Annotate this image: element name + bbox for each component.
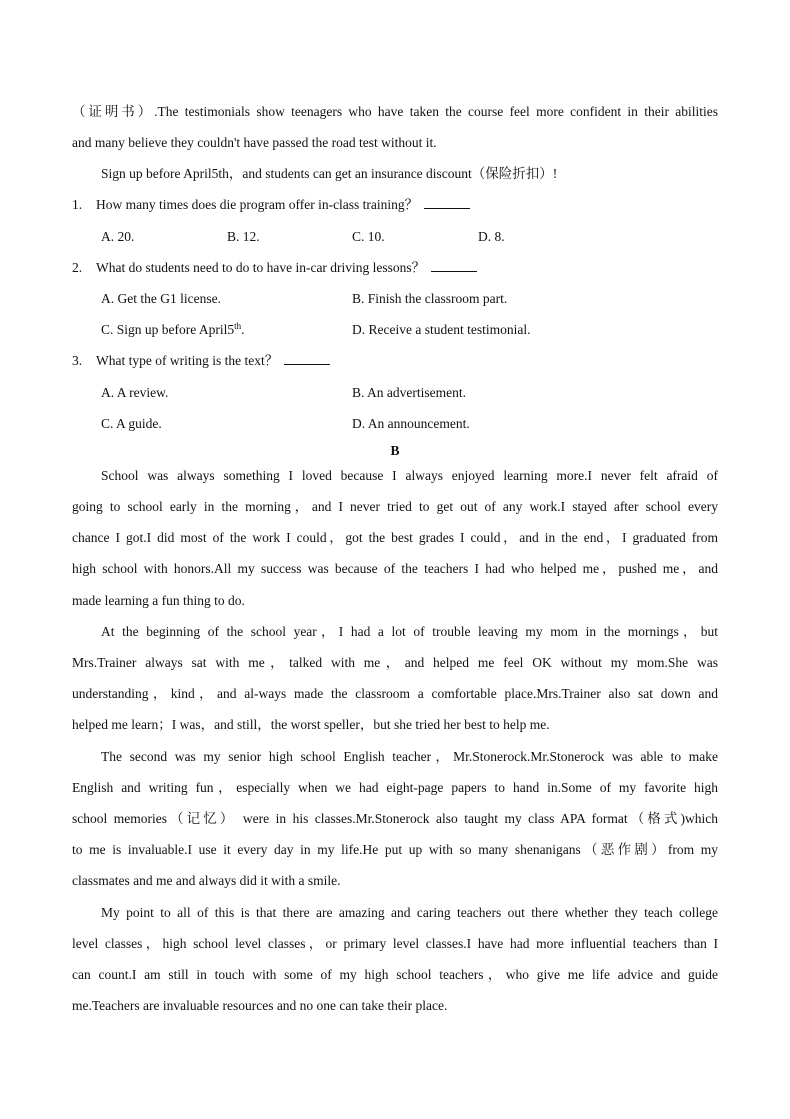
question-text (96, 259, 477, 277)
option-a[interactable]: A. Get the G1 license. (101, 291, 221, 306)
question-number: 2. (72, 260, 83, 275)
option-d[interactable]: D. Receive a student testimonial. (352, 322, 531, 337)
section-b-heading: B (390, 443, 400, 458)
paragraph-line: me.Teachers are invaluable resources and no one can take their place. (72, 998, 448, 1013)
option-c[interactable]: C. A guide. (101, 416, 162, 431)
paragraph-line: high school with honors.All my success was because of the teachers I had who helped me，pushed me，and (72, 561, 718, 576)
question-number: 1. (72, 197, 83, 212)
paragraph-line: My point to all of this is that there are amazing and caring teachers out there whether they teach college (101, 905, 718, 920)
option-c[interactable] (101, 321, 245, 339)
option-a[interactable]: A. A review. (101, 385, 169, 400)
question-prompt: What do students need to do to have in-car driving lessons？ (96, 260, 426, 275)
option-d[interactable]: D. An announcement. (352, 416, 470, 431)
passage-a-line: Sign up before April5th，and students can get an insurance discount（保险折扣）! (101, 166, 558, 181)
paragraph-line: can count.I am still in touch with some of my high school teachers，who give me life advice and guide (72, 967, 718, 982)
question-text (96, 196, 470, 214)
option-b[interactable]: B. An advertisement. (352, 385, 466, 400)
answer-blank[interactable] (424, 196, 470, 209)
question-prompt: What type of writing is the text？ (96, 353, 279, 368)
paragraph-line: going to school early in the morning，and I never tried to get out of any work.I stayed after school every (72, 499, 718, 514)
passage-a-line: and many believe they couldn't have passed the road test without it. (72, 135, 437, 150)
paragraph-line: classmates and me and always did it with a smile. (72, 873, 341, 888)
paragraph-line: made learning a fun thing to do. (72, 593, 245, 608)
option-b[interactable]: B. Finish the classroom part. (352, 291, 508, 306)
option-a[interactable]: A. 20. (101, 229, 135, 244)
paragraph-line: School was always something I loved because I always enjoyed learning more.I never felt afraid of (101, 468, 718, 483)
paragraph-line: Mrs.Trainer always sat with me，talked with me，and helped me feel OK without my mom.She was (72, 655, 718, 670)
paragraph-line: school memories（记忆） were in his classes.Mr.Stonerock also taught my class APA format（格式)which (72, 811, 718, 826)
answer-blank[interactable] (284, 352, 330, 365)
question-number: 3. (72, 353, 83, 368)
paragraph-line: chance I got.I did most of the work I could，got the best grades I could，and in the end，I graduated from (72, 530, 718, 545)
option-d[interactable]: D. 8. (478, 229, 505, 244)
option-c-superscript: th (234, 321, 242, 331)
option-b[interactable]: B. 12. (227, 229, 260, 244)
question-text (96, 352, 330, 370)
question-prompt: How many times does die program offer in-class training？ (96, 197, 419, 212)
option-c[interactable]: C. 10. (352, 229, 385, 244)
answer-blank[interactable] (431, 259, 477, 272)
paragraph-line: helped me learn；I was，and still，the worst speller，but she tried her best to help me. (72, 717, 550, 732)
paragraph-line: understanding，kind，and al-ways made the classroom a comfortable place.Mrs.Trainer also sat down and (72, 686, 718, 701)
paragraph-line: At the beginning of the school year，I had a lot of trouble leaving my mom in the mornings，but (101, 624, 718, 639)
passage-a-line: （证明书）.The testimonials show teenagers who have taken the course feel more confident in their abilities (72, 104, 718, 119)
paragraph-line: to me is invaluable.I use it every day in my life.He put up with so many shenanigans（恶作剧）from my (72, 842, 718, 857)
paragraph-line: level classes，high school level classes，or primary level classes.I have had more influential teachers than I (72, 936, 718, 951)
paragraph-line: English and writing fun，especially when we had eight-page papers to hand in.Some of my favorite high (72, 780, 718, 795)
option-c-period: . (241, 322, 245, 337)
paragraph-line: The second was my senior high school English teacher，Mr.Stonerock.Mr.Stonerock was able to make (101, 749, 718, 764)
option-c-text: C. Sign up before April5 (101, 322, 235, 337)
